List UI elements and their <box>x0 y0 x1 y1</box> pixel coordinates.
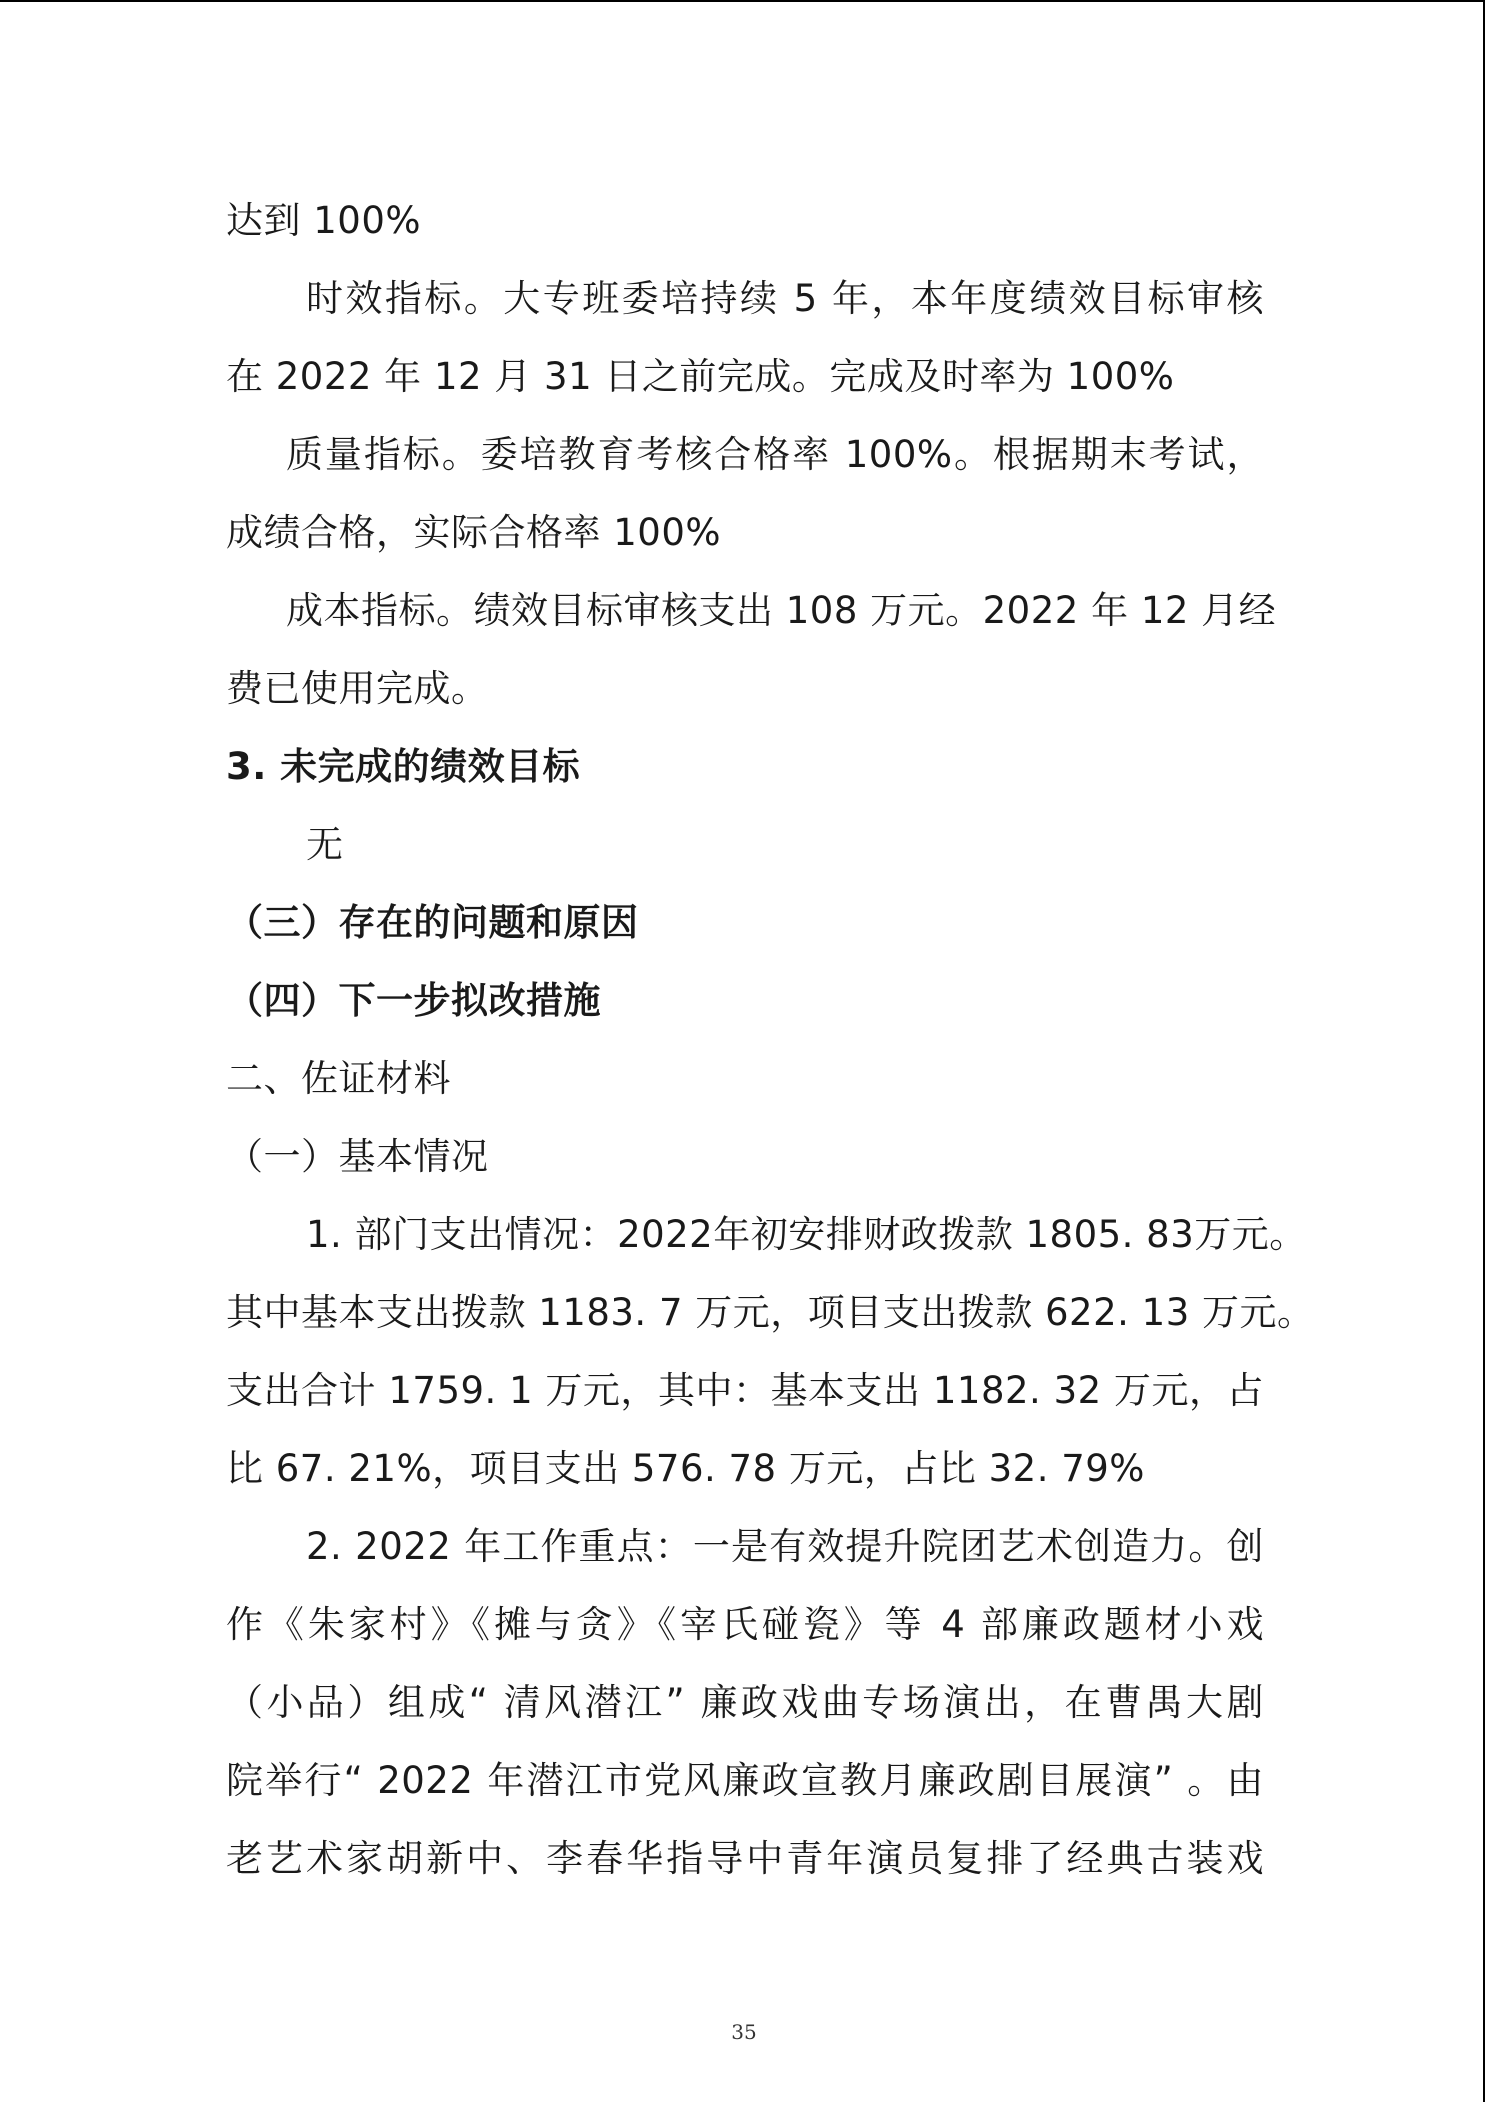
document-body <box>226 182 1315 1898</box>
text-line: 达到 100% <box>226 199 422 242</box>
text-line: 老艺术家胡新中、李春华指导中青年演员复排了经典古装戏 <box>226 1837 1264 1880</box>
paragraph-cost: 成本指标。绩效目标审核支出 108 万元。2022 年 12 月经 <box>286 589 1277 632</box>
text-line: 成绩合格，实际合格率 100% <box>226 511 722 554</box>
text-line: 作《朱家村》《摊与贪》《宰氏碰瓷》等 4 部廉政题材小戏 <box>226 1603 1264 1646</box>
text-line: 其中基本支出拨款 1183. 7 万元，项目支出拨款 622. 13 万元。 <box>226 1291 1315 1334</box>
paragraph-quality: 质量指标。委培教育考核合格率 100%。根据期末考试， <box>286 433 1264 476</box>
page-number: 35 <box>731 2020 757 2044</box>
heading-unfinished-goals: 3. 未完成的绩效目标 <box>226 745 581 788</box>
text-line: 比 67. 21%，项目支出 576. 78 万元，占比 32. 79% <box>226 1447 1145 1490</box>
text-line: （小品）组成“ 清风潜江” 廉政戏曲专场演出，在曹禺大剧 <box>226 1681 1264 1724</box>
text-line: 院举行“ 2022 年潜江市党风廉政宣教月廉政剧目展演” 。由 <box>226 1759 1264 1802</box>
heading-problems: （三）存在的问题和原因 <box>226 901 639 944</box>
paragraph-work-focus: 2. 2022 年工作重点：一是有效提升院团艺术创造力。创 <box>306 1525 1264 1568</box>
heading-basic-info: （一）基本情况 <box>226 1135 489 1178</box>
paragraph-timeliness: 时效指标。大专班委培持续 5 年，本年度绩效目标审核 <box>306 277 1264 320</box>
text-line: 支出合计 1759. 1 万元，其中：基本支出 1182. 32 万元，占 <box>226 1369 1264 1412</box>
heading-next-steps: （四）下一步拟改措施 <box>226 979 601 1022</box>
text-line: 在 2022 年 12 月 31 日之前完成。完成及时率为 100% <box>226 355 1175 398</box>
text-line: 费已使用完成。 <box>226 667 489 710</box>
heading-evidence: 二、佐证材料 <box>226 1057 451 1100</box>
text-none: 无 <box>306 823 344 866</box>
paragraph-expenditure: 1. 部门支出情况：2022年初安排财政拨款 1805. 83万元。 <box>306 1213 1307 1256</box>
